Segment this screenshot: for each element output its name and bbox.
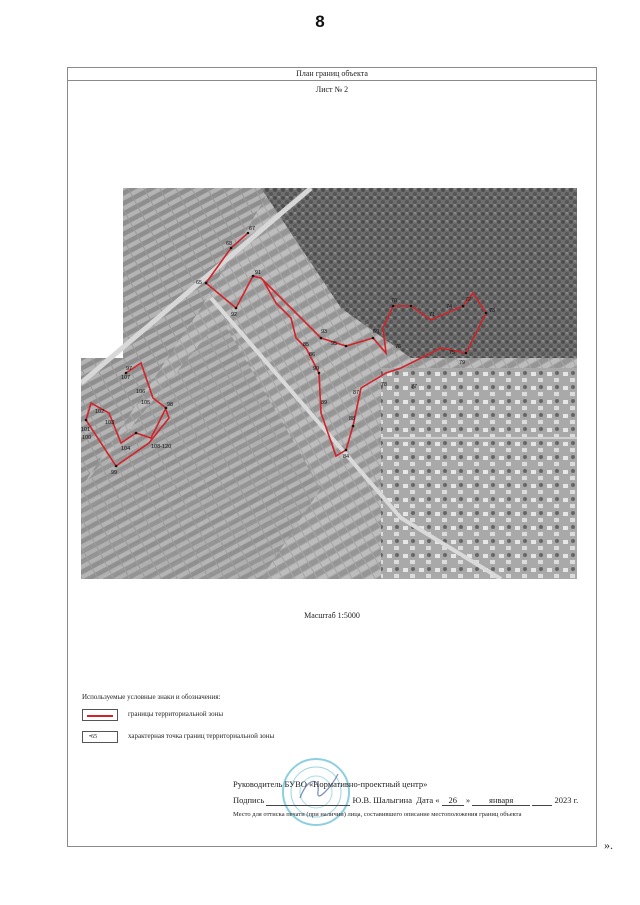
svg-text:88: 88 (349, 416, 356, 422)
svg-text:101: 101 (81, 427, 91, 433)
svg-text:84: 84 (343, 454, 350, 460)
svg-text:74: 74 (446, 304, 453, 310)
legend-point-text: •65 (89, 734, 98, 740)
sheet-number: Лист № 2 (315, 85, 349, 94)
legend-label: характерная точка границ территориальной зоны (128, 732, 275, 740)
map-scale: Масштаб 1:5000 (304, 611, 360, 620)
page-number: 8 (315, 12, 325, 31)
svg-text:98: 98 (167, 402, 174, 408)
svg-text:92: 92 (231, 312, 238, 318)
svg-text:90: 90 (313, 366, 320, 372)
svg-text:67: 67 (249, 226, 256, 232)
signatory-head: Руководитель БУВО «Нормативно-проектный центр» (233, 779, 428, 789)
legend-symbol-red-line (82, 709, 118, 721)
svg-text:85: 85 (303, 342, 310, 348)
svg-text:91: 91 (255, 270, 262, 276)
plan-title: План границ объекта (68, 68, 596, 81)
svg-text:106: 106 (136, 389, 146, 395)
date-quote: » (465, 795, 471, 805)
signature-label: Подпись (233, 795, 265, 805)
svg-text:68: 68 (226, 241, 233, 247)
date-label: Дата « (416, 795, 440, 805)
date-gap (532, 795, 552, 806)
plan-frame (67, 67, 597, 847)
svg-text:95: 95 (331, 341, 338, 347)
svg-text:107: 107 (121, 375, 131, 381)
legend-title: Используемые условные знаки и обозначения: (82, 693, 221, 701)
svg-text:104: 104 (121, 446, 131, 452)
svg-text:69: 69 (373, 329, 380, 335)
signature-line (233, 795, 578, 806)
svg-text:65: 65 (196, 280, 203, 286)
svg-text:79: 79 (459, 360, 466, 366)
date-year: 2023 г. (554, 795, 579, 805)
legend-symbol-point (82, 731, 118, 743)
svg-text:77: 77 (411, 384, 418, 390)
svg-text:87: 87 (353, 390, 360, 396)
svg-text:108-120: 108-120 (151, 444, 172, 450)
legend-label: границы территориальной зоны (128, 710, 224, 718)
signature-field (266, 795, 350, 806)
closing-quote: ». (604, 838, 613, 852)
svg-text:100: 100 (82, 435, 92, 441)
date-day: 26 (442, 795, 464, 806)
svg-text:78: 78 (381, 382, 388, 388)
svg-text:86: 86 (309, 352, 316, 358)
svg-text:93: 93 (321, 329, 328, 335)
svg-text:71: 71 (429, 312, 436, 318)
stamp-note: Место для оттиска печати (при наличии) лица, составившего описание местоположения границ объекта (233, 811, 522, 818)
svg-text:105: 105 (141, 400, 151, 406)
svg-text:70: 70 (391, 298, 398, 304)
svg-text:76: 76 (395, 344, 402, 350)
svg-text:72: 72 (465, 297, 472, 303)
svg-text:89: 89 (321, 400, 328, 406)
signer-name: Ю.В. Шалыгина (352, 795, 412, 805)
svg-text:103: 103 (105, 420, 115, 426)
svg-text:102: 102 (95, 409, 105, 415)
svg-text:97: 97 (126, 366, 133, 372)
aerial-map (81, 188, 577, 579)
svg-text:75: 75 (449, 350, 456, 356)
date-month: января (472, 795, 530, 806)
svg-text:73: 73 (489, 308, 496, 314)
svg-text:99: 99 (111, 470, 118, 476)
